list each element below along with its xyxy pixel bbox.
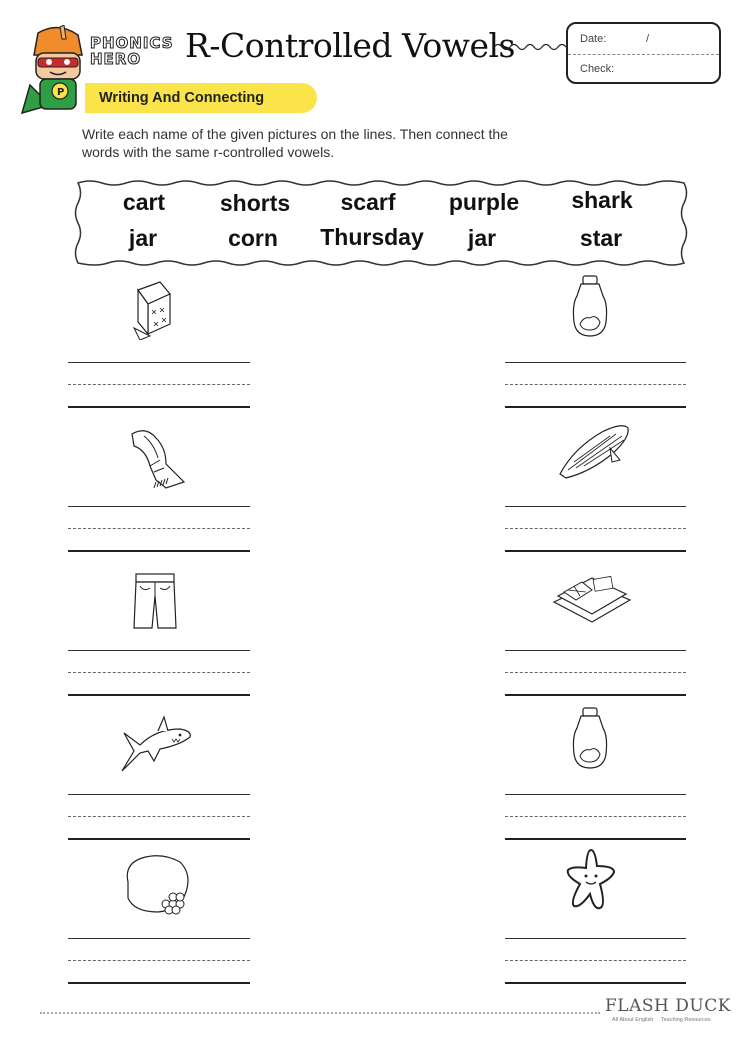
flash-duck-logo: FLASH DUCK bbox=[605, 996, 731, 1016]
base-line bbox=[505, 406, 686, 408]
check-label: Check: bbox=[580, 63, 615, 75]
word-bank-item: purple bbox=[448, 189, 520, 215]
date-slash: / bbox=[646, 33, 650, 45]
mid-line bbox=[68, 672, 250, 673]
word-bank-item: scarf bbox=[340, 189, 396, 215]
tagline-right: Teaching Resources bbox=[660, 1017, 711, 1023]
title-squiggle bbox=[494, 40, 568, 54]
mid-line bbox=[505, 528, 686, 529]
footer-tagline bbox=[612, 1017, 711, 1023]
tagline-left: All About English bbox=[612, 1017, 654, 1023]
mid-line bbox=[505, 672, 686, 673]
date-label: Date: bbox=[580, 33, 607, 45]
page-title: R-Controlled Vowels bbox=[185, 26, 515, 65]
word-bank-item: corn bbox=[228, 225, 278, 251]
word-bank-item: Thursday bbox=[320, 224, 424, 250]
mid-line bbox=[505, 816, 686, 817]
top-line bbox=[68, 938, 250, 939]
jar-icon bbox=[570, 274, 610, 338]
word-bank-item: jar bbox=[467, 225, 497, 251]
top-line bbox=[505, 362, 686, 363]
word-bank-item: star bbox=[579, 225, 623, 251]
top-line bbox=[505, 506, 686, 507]
cart-icon bbox=[130, 278, 180, 340]
brand-line-1: PHONICS bbox=[90, 34, 174, 52]
mid-line bbox=[68, 960, 250, 961]
top-line bbox=[505, 794, 686, 795]
base-line bbox=[68, 550, 250, 552]
mid-line bbox=[505, 960, 686, 961]
base-line bbox=[505, 838, 686, 840]
star-icon bbox=[562, 846, 620, 916]
top-line bbox=[68, 506, 250, 507]
brand-logo bbox=[90, 35, 174, 67]
top-line bbox=[505, 938, 686, 939]
purple-blob-icon bbox=[118, 852, 194, 918]
base-line bbox=[505, 550, 686, 552]
top-line bbox=[68, 362, 250, 363]
word-bank-item: shorts bbox=[219, 190, 291, 216]
base-line bbox=[68, 694, 250, 696]
mid-line bbox=[68, 384, 250, 385]
word-bank-item: cart bbox=[122, 189, 166, 215]
scarf-icon bbox=[126, 424, 190, 494]
shorts-icon bbox=[132, 570, 178, 632]
svg-text:P: P bbox=[57, 87, 65, 98]
base-line bbox=[68, 838, 250, 840]
word-bank bbox=[70, 177, 692, 269]
instructions bbox=[82, 125, 662, 161]
phonics-hero-mascot bbox=[20, 25, 95, 120]
calendar-book-icon bbox=[552, 566, 632, 626]
base-line bbox=[505, 982, 686, 984]
word-bank-item: jar bbox=[128, 225, 158, 251]
footer-divider bbox=[40, 1012, 600, 1014]
mid-line bbox=[505, 384, 686, 385]
base-line bbox=[68, 406, 250, 408]
word-bank-item: shark bbox=[571, 187, 633, 213]
base-line bbox=[505, 694, 686, 696]
date-check-box bbox=[566, 22, 721, 84]
instructions-line-1: Write each name of the given pictures on the lines. Then connect the bbox=[82, 126, 508, 142]
section-banner: Writing And Connecting bbox=[85, 83, 317, 113]
shark-icon bbox=[120, 715, 194, 773]
mid-line bbox=[68, 816, 250, 817]
top-line bbox=[68, 650, 250, 651]
jar-icon bbox=[570, 706, 610, 770]
top-line bbox=[505, 650, 686, 651]
brand-line-2: HERO bbox=[90, 50, 142, 68]
top-line bbox=[68, 794, 250, 795]
mid-line bbox=[68, 528, 250, 529]
instructions-line-2: words with the same r-controlled vowels. bbox=[82, 144, 335, 160]
corn-icon bbox=[554, 418, 634, 482]
base-line bbox=[68, 982, 250, 984]
